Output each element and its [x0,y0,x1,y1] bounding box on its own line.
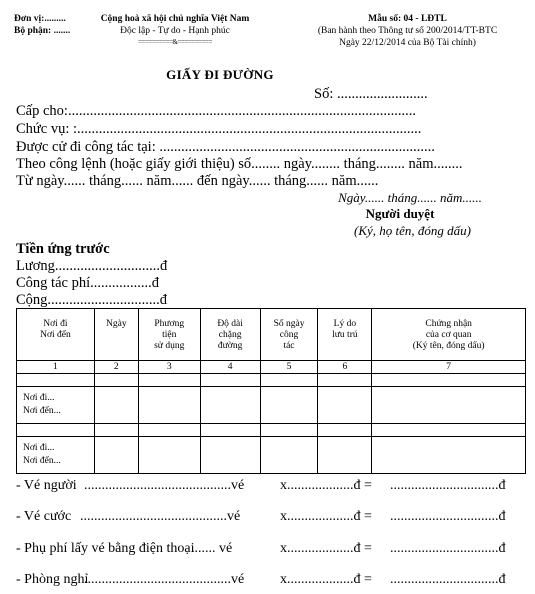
advance-heading: Tiền ứng trước [16,241,110,257]
place-cell: Nơi đi... Nơi đến... [17,387,95,424]
issued-to-field: Cấp cho:................................................................................................ [16,103,416,119]
expense-quantity: ..........................................vé [84,478,245,493]
table-cell [94,374,138,387]
expense-rate: x...................đ = [280,572,372,587]
expense-amount: ...............................đ [390,541,506,556]
table-cell [372,437,526,474]
col-header-place: Nơi đi Nơi đến [17,309,95,361]
table-cell [318,387,372,424]
col-number: 2 [94,361,138,374]
unit-label: Đơn vị:......... [14,14,66,24]
table-row [17,387,526,424]
department-label: Bộ phận: ....... [14,26,71,36]
col-header-distance: Độ dài chặng đường [200,309,260,361]
table-cell [138,387,200,424]
expense-amount: ...............................đ [390,572,506,587]
table-cell [260,424,318,437]
period-field: Từ ngày...... tháng...... năm...... đến ngày...... tháng...... năm...... [16,173,379,189]
order-field: Theo công lệnh (hoặc giấy giới thiệu) số........ ngày........ tháng........ năm........ [16,156,463,172]
expense-label: - Phụ phí lấy vé bằng điện thoại [16,541,195,556]
expense-quantity: ..........................................vé [84,572,245,587]
col-header-certification: Chứng nhận của cơ quan (Ký tên, đóng dấu) [372,309,526,361]
table-cell [318,437,372,474]
col-number: 7 [372,361,526,374]
expense-rate: x...................đ = [280,478,372,493]
document-number: Số: ......................... [314,86,428,102]
position-field: Chức vụ: :............................................................................................... [16,121,422,137]
col-header-day: Ngày [94,309,138,361]
table-cell [17,374,95,387]
table-cell [372,387,526,424]
form-issued-by: (Ban hành theo Thông tư số 200/2014/TT-BTC [317,26,498,36]
table-cell [372,424,526,437]
expense-amount: ...............................đ [390,478,506,493]
table-cell [94,437,138,474]
country-name: Cộng hoà xã hội chủ nghĩa Việt Nam [100,14,250,24]
table-cell [200,374,260,387]
expense-label: - Vé người [16,478,77,493]
table-cell [260,374,318,387]
col-number: 6 [318,361,372,374]
expense-quantity: ....... vé [191,541,233,556]
expense-rate: x...................đ = [280,541,372,556]
expense-rate: x...................đ = [280,509,372,524]
approver-note: (Ký, họ tên, đóng dấu) [354,223,471,238]
expense-amount: ...............................đ [390,509,506,524]
col-header-transport: Phương tiện sử dụng [138,309,200,361]
table-cell [200,424,260,437]
table-cell [260,437,318,474]
travel-log-table [16,308,526,474]
place-cell: Nơi đi... Nơi đến... [17,437,95,474]
table-cell [138,424,200,437]
table-cell [17,424,95,437]
expense-quantity: ..........................................vé [80,509,241,524]
table-cell [200,437,260,474]
page-title: GIẤY ĐI ĐƯỜNG [166,67,274,82]
approver-title: Người duyệt [365,206,435,221]
form-number: Mẫu số: 04 - LĐTL [368,14,447,24]
col-header-work-days: Số ngày công tác [260,309,318,361]
col-number: 1 [17,361,95,374]
motto-rule: ==========&========== [138,38,212,46]
expense-label: - Phòng nghỉ [16,572,89,587]
advance-total: Cộng...............................đ [16,292,168,308]
col-number: 5 [260,361,318,374]
col-number: 4 [200,361,260,374]
table-cell [318,424,372,437]
table-cell [138,437,200,474]
assignment-place-field: Được cử đi công tác tại: ............................................................................ [16,139,435,155]
table-cell [318,374,372,387]
table-cell [138,374,200,387]
table-cell [94,387,138,424]
advance-allowance: Công tác phí.................đ [16,275,159,291]
form-issued-date: Ngày 22/12/2014 của Bộ Tài chính) [339,38,476,48]
col-number: 3 [138,361,200,374]
national-motto: Độc lập - Tự do - Hạnh phúc [120,26,230,36]
table-cell [260,387,318,424]
advance-salary: Lương.............................đ [16,258,168,274]
expense-label: - Vé cước [16,509,72,524]
table-row [17,437,526,474]
table-cell [94,424,138,437]
table-cell [372,374,526,387]
table-cell [200,387,260,424]
col-header-stay-reason: Lý do lưu trú [318,309,372,361]
approval-date: Ngày...... tháng...... năm...... [338,190,482,205]
